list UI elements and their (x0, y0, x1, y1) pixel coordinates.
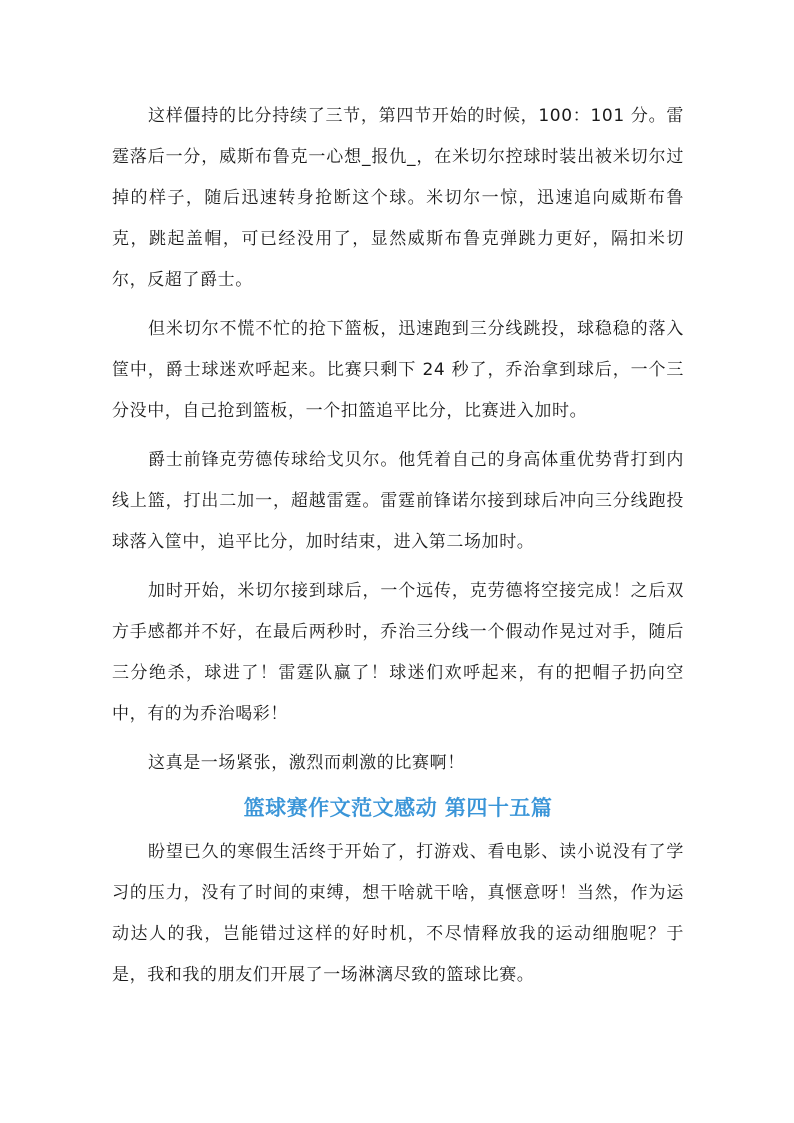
paragraph-3: 爵士前锋克劳德传球给戈贝尔。他凭着自己的身高体重优势背打到内线上篮，打出二加一，超越雷霆。雷霆前锋诺尔接到球后冲向三分线跑投球落入筐中，追平比分，加时结束，进入第二场加时。 (112, 450, 684, 552)
paragraph-5: 这真是一场紧张，激烈而刺激的比赛啊！ (148, 753, 465, 773)
paragraph-6: 盼望已久的寒假生活终于开始了，打游戏、看电影、读小说没有了学习的压力，没有了时间的束缚，想干啥就干啥，真惬意呀！当然，作为运动达人的我，岂能错过这样的好时机，不尽情释放我的运动细胞呢？于是，我和我的朋友们开展了一场淋漓尽致的篮球比赛。 (112, 842, 684, 985)
paragraph-4: 加时开始，米切尔接到球后，一个远传，克劳德将空接完成！之后双方手感都并不好，在最后两秒时，乔治三分线一个假动作晃过对手，随后三分绝杀，球进了！雷霆队赢了！球迷们欢呼起来，有的把帽子扔向空中，有的为乔治喝彩！ (112, 581, 684, 724)
section-heading: 篮球赛作文范文感动 第四十五篇 (243, 796, 553, 820)
paragraph-1: 这样僵持的比分持续了三节，第四节开始的时候，100：101 分。雷霆落后一分，威斯布鲁克一心想_报仇_，在米切尔控球时装出被米切尔过掉的样子，随后迅速转身抢断这个球。米切尔一惊，迅速追向威斯布鲁克，跳起盖帽，可已经没用了，显然威斯布鲁克弹跳力更好，隔扣米切尔，反超了爵士。 (112, 106, 684, 290)
document-page (112, 96, 684, 1004)
paragraph-2: 但米切尔不慌不忙的抢下篮板，迅速跑到三分线跳投，球稳稳的落入筐中，爵士球迷欢呼起来。比赛只剩下 24 秒了，乔治拿到球后，一个三分没中，自己抢到篮板，一个扣篮追平比分，比赛进入加时。 (112, 319, 684, 421)
